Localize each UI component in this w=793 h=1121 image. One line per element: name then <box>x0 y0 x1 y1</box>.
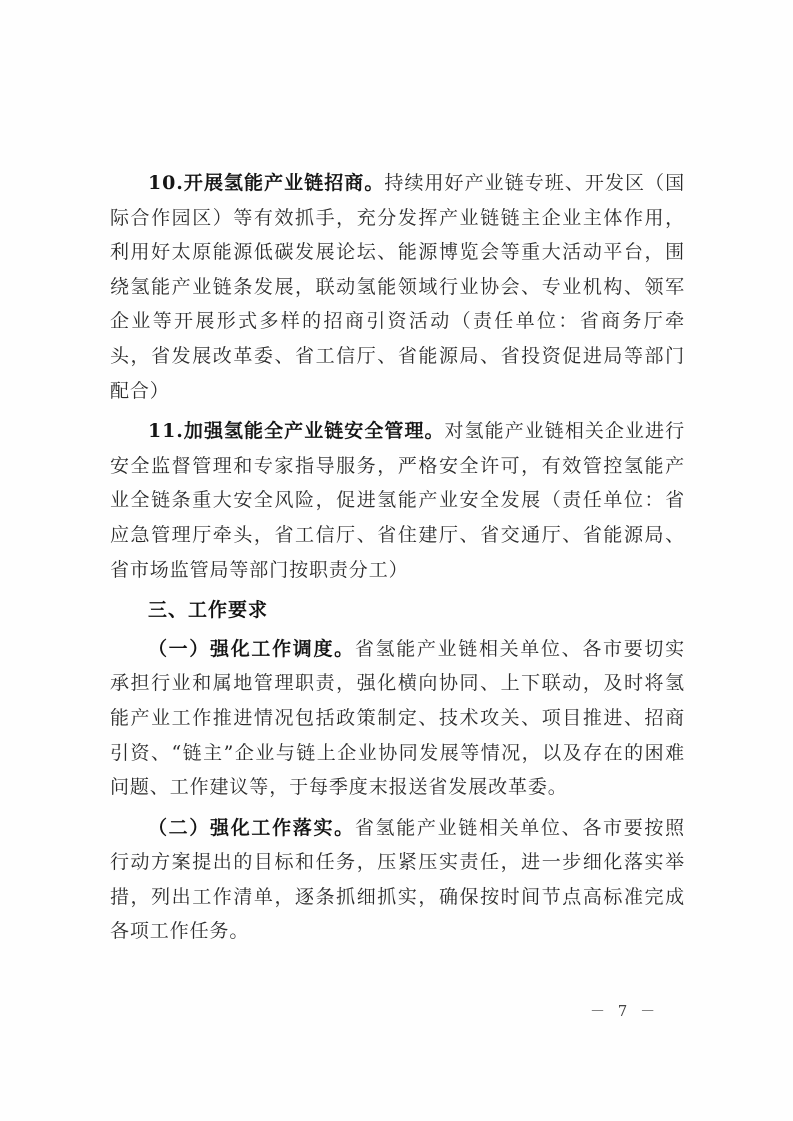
paragraph-requirement-1 <box>110 632 685 805</box>
item-11-text: 对氢能产业链相关企业进行安全监督管理和专家指导服务，严格安全许可，有效管控氢能产业全链条重大安全风险，促进氢能产业安全发展（责任单位：省应急管理厅牵头，省工信厅、省住建厅、省交通厅、省能源局、省市场监管局等部门按职责分工） <box>110 420 685 581</box>
document-body <box>110 166 685 955</box>
paragraph-requirement-2 <box>110 811 685 949</box>
requirement-1-text: 省氢能产业链相关单位、各市要切实承担行业和属地管理职责，强化横向协同、上下联动，及时将氢能产业工作推进情况包括政策制定、技术攻关、项目推进、招商引资、“链主”企业与链上企业协同发展等情况，以及存在的困难问题、工作建议等，于每季度末报送省发展改革委。 <box>110 637 685 799</box>
section-heading-work-requirements: 三、工作要求 <box>148 599 269 622</box>
requirement-2-lead: （二）强化工作落实。 <box>148 816 355 839</box>
page-number: － 7 － <box>590 1002 660 1020</box>
requirement-1-lead: （一）强化工作调度。 <box>148 637 355 660</box>
item-10-text: 持续用好产业链专班、开发区（国际合作园区）等有效抓手，充分发挥产业链链主企业主体作用，利用好太原能源低碳发展论坛、能源博览会等重大活动平台，围绕氢能产业链条发展，联动氢能领域行业协会、专业机构、领军企业等开展形式多样的招商引资活动（责任单位：省商务厅牵头，省发展改革委、省工信厅、省能源局、省投资促进局等部门配合） <box>110 172 685 402</box>
requirement-2-text: 省氢能产业链相关单位、各市要按照行动方案提出的目标和任务，压紧压实责任，进一步细化落实举措，列出工作清单，逐条抓细抓实，确保按时间节点高标准完成各项工作任务。 <box>110 816 685 943</box>
paragraph-item-10 <box>110 166 685 408</box>
item-11-lead: 11.加强氢能全产业链安全管理。 <box>148 420 445 443</box>
item-10-lead: 10.开展氢能产业链招商。 <box>148 172 385 194</box>
paragraph-item-11 <box>110 414 685 587</box>
